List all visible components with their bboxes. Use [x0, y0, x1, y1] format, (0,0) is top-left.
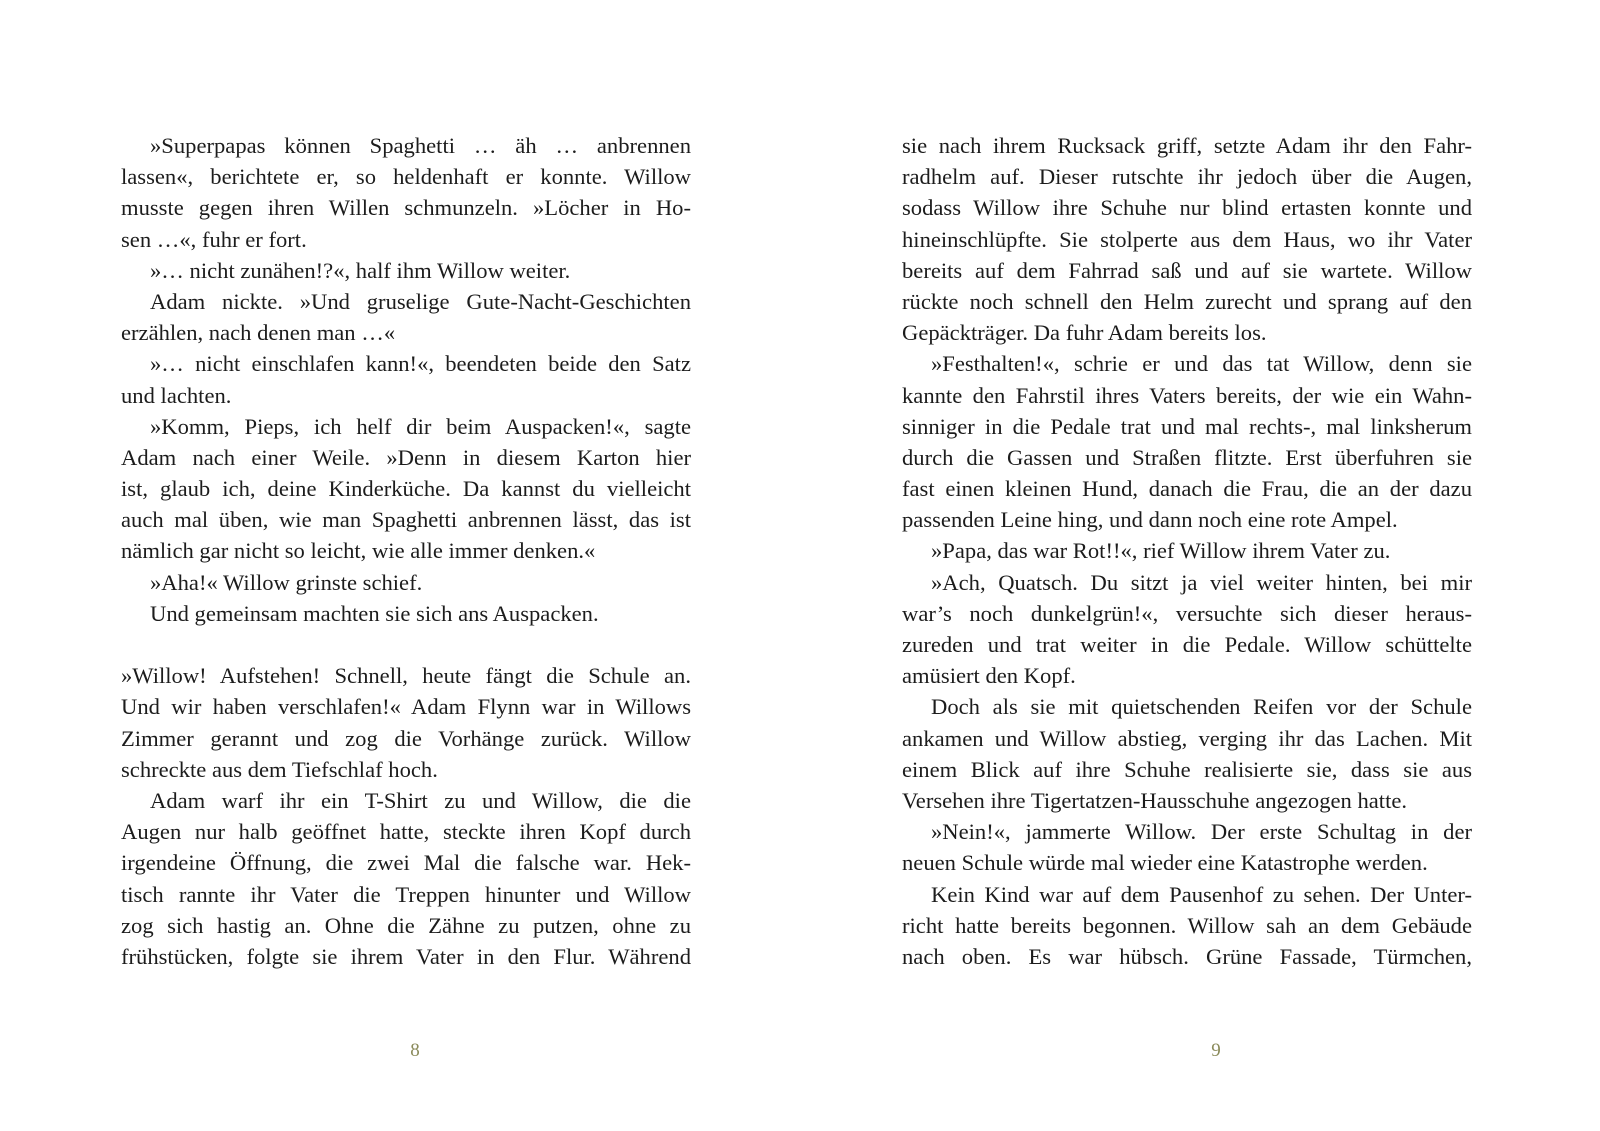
- text-line: passenden Leine hing, und dann noch eine rote Ampel.: [902, 507, 1398, 533]
- text-line: frühstücken, folgte sie ihrem Vater in den Flur. Während: [121, 943, 691, 969]
- text-line: war’s noch dunkelgrün!«, versuchte sich dieser heraus-: [902, 600, 1472, 626]
- text-line: Und wir haben verschlafen!« Adam Flynn war in Willows: [121, 694, 691, 720]
- text-line: Und gemeinsam machten sie sich ans Auspacken.: [150, 600, 599, 626]
- text-line: sodass Willow ihre Schuhe nur blind ertasten konnte und: [902, 195, 1472, 221]
- text-line: radhelm auf. Dieser rutschte ihr jedoch über die Augen,: [902, 164, 1472, 190]
- text-line: »… nicht einschlafen kann!«, beendeten beide den Satz: [150, 351, 691, 377]
- text-line: bereits auf dem Fahrrad saß und auf sie wartete. Willow: [902, 257, 1472, 283]
- text-line: Doch als sie mit quietschenden Reifen vor der Schule: [931, 694, 1472, 720]
- text-line: irgendeine Öffnung, die zwei Mal die falsche war. Hek-: [121, 850, 691, 876]
- text-line: Gepäckträger. Da fuhr Adam bereits los.: [902, 320, 1267, 346]
- text-line: richt hatte bereits begonnen. Willow sah an dem Gebäude: [902, 912, 1472, 938]
- text-line: sie nach ihrem Rucksack griff, setzte Adam ihr den Fahr-: [902, 133, 1472, 158]
- text-line: durch die Gassen und Straßen flitzte. Erst überfuhren sie: [902, 444, 1472, 470]
- text-line: einem Blick auf ihre Schuhe realisierte sie, dass sie aus: [902, 756, 1472, 782]
- text-line: fast einen kleinen Hund, danach die Frau, die an der dazu: [902, 476, 1472, 502]
- text-line: kannte den Fahrstil ihres Vaters bereits, der wie ein Wahn-: [902, 382, 1472, 408]
- text-line: Kein Kind war auf dem Pausenhof zu sehen. Der Unter-: [931, 881, 1472, 907]
- text-line: nämlich gar nicht so leicht, wie alle immer denken.«: [121, 538, 596, 564]
- text-line: Zimmer gerannt und zog die Vorhänge zurück. Willow: [121, 725, 691, 751]
- text-line: neuen Schule würde mal wieder eine Katastrophe werden.: [902, 850, 1428, 876]
- text-line: »Komm, Pieps, ich helf dir beim Auspacken!«, sagte: [150, 413, 691, 439]
- text-line: Augen nur halb geöffnet hatte, steckte ihren Kopf durch: [121, 819, 691, 845]
- text-line: tisch rannte ihr Vater die Treppen hinunter und Willow: [121, 881, 691, 907]
- text-line: »Festhalten!«, schrie er und das tat Willow, denn sie: [931, 351, 1472, 377]
- text-line: »Nein!«, jammerte Willow. Der erste Schultag in der: [931, 819, 1472, 845]
- text-line: musste gegen ihren Willen schmunzeln. »Löcher in Ho-: [121, 195, 691, 221]
- page-number-right: 9: [1211, 1040, 1221, 1061]
- text-line: »Aha!« Willow grinste schief.: [150, 569, 423, 595]
- text-line: »Willow! Aufstehen! Schnell, heute fängt die Schule an.: [121, 663, 691, 689]
- text-line: zog sich hastig an. Ohne die Zähne zu putzen, ohne zu: [121, 912, 691, 938]
- text-line: sen …«, fuhr er fort.: [121, 226, 307, 252]
- text-line: ankamen und Willow abstieg, verging ihr das Lachen. Mit: [902, 725, 1472, 751]
- text-line: auch mal üben, wie man Spaghetti anbrennen lässt, das ist: [121, 507, 691, 533]
- text-line: zureden und trat weiter in die Pedale. Willow schüttelte: [902, 632, 1472, 657]
- page-number-left: 8: [410, 1040, 420, 1061]
- text-line: rückte noch schnell den Helm zurecht und sprang auf den: [902, 288, 1472, 314]
- left-page: [121, 130, 691, 980]
- text-line: amüsiert den Kopf.: [902, 663, 1076, 689]
- text-line: [121, 629, 691, 660]
- text-line: schreckte aus dem Tiefschlaf hoch.: [121, 756, 438, 782]
- text-line: sinniger in die Pedale trat und mal rechts-, mal linksherum: [902, 413, 1472, 439]
- text-line: Adam nach einer Weile. »Denn in diesem Karton hier: [121, 444, 691, 470]
- text-line: ist, glaub ich, deine Kinderküche. Da kannst du vielleicht: [121, 476, 691, 502]
- text-line: und lachten.: [121, 382, 232, 408]
- text-line: hineinschlüpfte. Sie stolperte aus dem Haus, wo ihr Vater: [902, 226, 1472, 252]
- text-line: Adam warf ihr ein T-Shirt zu und Willow, die die: [150, 787, 691, 813]
- text-line: »Superpapas können Spaghetti … äh … anbrennen: [150, 133, 691, 158]
- text-line: erzählen, nach denen man …«: [121, 320, 396, 346]
- text-line: Versehen ihre Tigertatzen-Hausschuhe angezogen hatte.: [902, 787, 1408, 813]
- text-line: »Ach, Quatsch. Du sitzt ja viel weiter hinten, bei mir: [931, 569, 1472, 595]
- text-line: »… nicht zunähen!?«, half ihm Willow weiter.: [150, 257, 571, 283]
- text-line: »Papa, das war Rot!!«, rief Willow ihrem Vater zu.: [931, 538, 1391, 564]
- right-page: [902, 130, 1472, 980]
- text-line: Adam nickte. »Und gruselige Gute-Nacht-Geschichten: [150, 288, 691, 314]
- text-line: lassen«, berichtete er, so heldenhaft er konnte. Willow: [121, 164, 691, 190]
- text-line: nach oben. Es war hübsch. Grüne Fassade, Türmchen,: [902, 943, 1472, 969]
